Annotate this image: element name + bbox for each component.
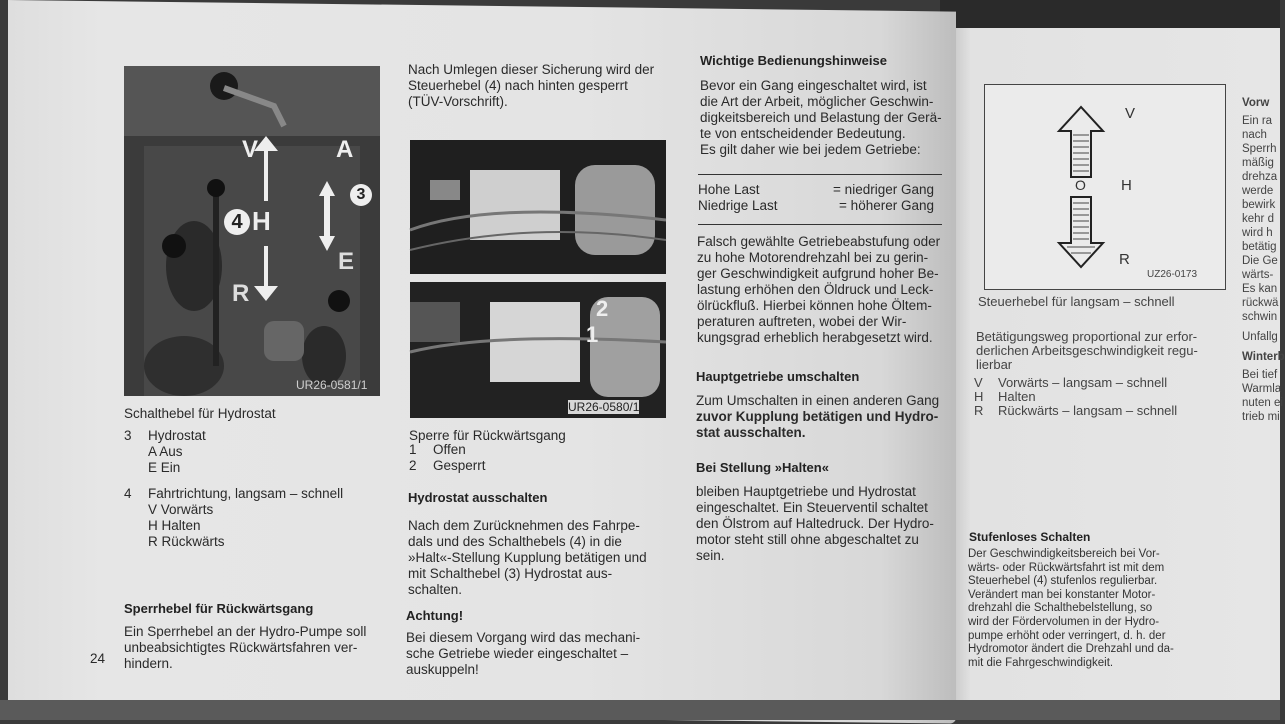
engine-label-1: 1: [586, 322, 599, 347]
hydrostat-caption: Schalthebel für Hydrostat: [124, 406, 276, 421]
list-item: 3 Hydrostat: [124, 428, 206, 443]
cut-off-column: Vorw Ein ra nach Sperrh mäßig drehza werde bewirk kehr d wird h betätig Die Ge wärts- Es kan rückwä schwin Unfallg Winterb Bei tief Warmla nuten ei trieb mi: [1242, 97, 1285, 423]
diagram-label-v: V: [1125, 105, 1136, 122]
sicherung-text: Nach Umlegen dieser Sicherung wird der Steuerhebel (4) nach hinten gesperrt (TÜV-Vorschrift).: [408, 62, 655, 109]
diagram-label-o: O: [1075, 177, 1086, 193]
photo-label-4: 4: [224, 209, 250, 235]
hauptgetriebe-heading: Hauptgetriebe umschalten: [696, 369, 860, 384]
photo-code-2: UR26-0580/1: [568, 400, 640, 414]
sperre-caption: Sperre für Rückwärtsgang: [409, 428, 566, 443]
page-number: 24: [90, 651, 106, 666]
photo-label-v: V: [242, 136, 259, 163]
diagram-label-r: R: [1119, 251, 1130, 268]
engine-illustration-top: [410, 140, 666, 274]
engine-photo-bottom: [410, 282, 666, 418]
list-item: 2 Gesperrt: [409, 458, 486, 473]
hydrostat-lever-photo: [124, 66, 380, 396]
list-item: 1 Offen: [409, 442, 466, 457]
steuerhebel-arrows: [985, 85, 1225, 289]
halten-heading: Bei Stellung »Halten«: [696, 460, 829, 475]
halten-text: bleiben Hauptgetriebe und Hydrostat eingeschaltet. Ein Steuerventil schaltet den Ölstrom auf Haltedruck. Der Hydro- motor steht still ohne abgeschaltet zu sein.: [696, 484, 934, 563]
photo-label-h: H: [252, 206, 271, 236]
list-item: H Halten: [974, 389, 1036, 404]
steuerhebel-caption: Steuerhebel für langsam – schnell: [978, 294, 1175, 309]
list-item: 4 Fahrtrichtung, langsam – schnell: [124, 486, 344, 501]
stufenlos-text: Der Geschwindigkeitsbereich bei Vor- wärts- oder Rückwärtsfahrt ist mit dem Steuerhebel (4) stufenlos regulierbar. Verändert man bei konstanter Motor- drehzahl die Schalthebelstellung, so wird der Fördervolumen in der Hydro- pumpe erhöht oder verringert, d. h. der Hydromotor ändert die Drehzahl und da- mit die Fahrgeschwindigkeit.: [968, 548, 1174, 669]
table-row: Niedrige Last = höherer Gang: [698, 198, 934, 213]
table-rule-top: [698, 174, 942, 175]
bedienungshinweise-intro: Bevor ein Gang eingeschaltet wird, ist die Art der Arbeit, möglicher Geschwin- digkeitsbereich und Belastung der Gerä- te von entscheidender Bedeutung. Es gilt daher wie bei jedem Getriebe:: [700, 78, 942, 157]
photo-label-r: R: [232, 280, 250, 307]
sperrhebel-heading: Sperrhebel für Rückwärtsgang: [124, 601, 314, 616]
list-item: V Vorwärts – langsam – schnell: [974, 375, 1168, 390]
hauptgetriebe-text: Zum Umschalten in einen anderen Gang zuvor Kupplung betätigen und Hydro- stat ausschalten.: [696, 393, 940, 440]
photo-label-e: E: [338, 248, 355, 275]
hydrostat-ausschalten-heading: Hydrostat ausschalten: [408, 490, 548, 505]
achtung-heading: Achtung!: [406, 608, 464, 623]
diagram-label-h: H: [1121, 177, 1132, 194]
falsch-text: Falsch gewählte Getriebeabstufung oder zu hohe Motorendrehzahl bei zu gerin- ger Geschwindigkeit aufgrund hoher Be- lastung erhöhen den Öldruck und Leck- ölrückfluß. Hierbei können hohe Öltem- peraturen auftreten, wobei der Wir- kungsgrad erheblich herabgesetzt wird.: [697, 234, 941, 345]
list-item: R Rückwärts: [148, 534, 225, 549]
photo-label-a: A: [336, 136, 354, 163]
photo-label-3: 3: [350, 184, 372, 206]
diagram-code: UZ26-0173: [1147, 269, 1198, 280]
engine-illustration-bottom: [410, 282, 666, 418]
table-surface: [0, 700, 1280, 720]
hydrostat-ausschalten-text: Nach dem Zurücknehmen des Fahrpe- dals und des Schalthebels (4) in die »Halt«-Stellung Kupplung betätigen und mit Schalthebel (3) Hydrostat aus- schalten.: [408, 518, 647, 597]
table-rule-bottom: [698, 224, 942, 225]
engine-photo-top: [410, 140, 666, 274]
sperre-legend: [409, 442, 486, 474]
table-row: Hohe Last = niedriger Gang: [698, 182, 934, 197]
betaetigungsweg-text: Betätigungsweg proportional zur erfor- derlichen Arbeitsgeschwindigkeit regu- lierbar: [976, 329, 1198, 372]
steuerhebel-legend: [974, 376, 1177, 418]
stufenlos-heading: Stufenloses Schalten: [969, 530, 1091, 544]
list-item: H Halten: [148, 518, 201, 533]
sperrhebel-text: Ein Sperrhebel an der Hydro-Pumpe soll unbeabsichtigtes Rückwärtsfahren ver- hindern.: [124, 624, 367, 671]
hydrostat-legend: [124, 428, 343, 550]
list-item: V Vorwärts: [148, 502, 214, 517]
engine-label-2: 2: [596, 296, 609, 321]
photo-code: UR26-0581/1: [296, 378, 368, 392]
list-item: A Aus: [148, 444, 183, 459]
steuerhebel-diagram: [984, 84, 1226, 290]
list-item: R Rückwärts – langsam – schnell: [974, 403, 1178, 418]
list-item: E Ein: [148, 460, 181, 475]
achtung-text: Bei diesem Vorgang wird das mechani- sche Getriebe wieder eingeschaltet – auskuppeln!: [406, 630, 641, 677]
bedienungshinweise-heading: Wichtige Bedienungshinweise: [700, 53, 887, 68]
last-gang-table: [698, 182, 934, 214]
